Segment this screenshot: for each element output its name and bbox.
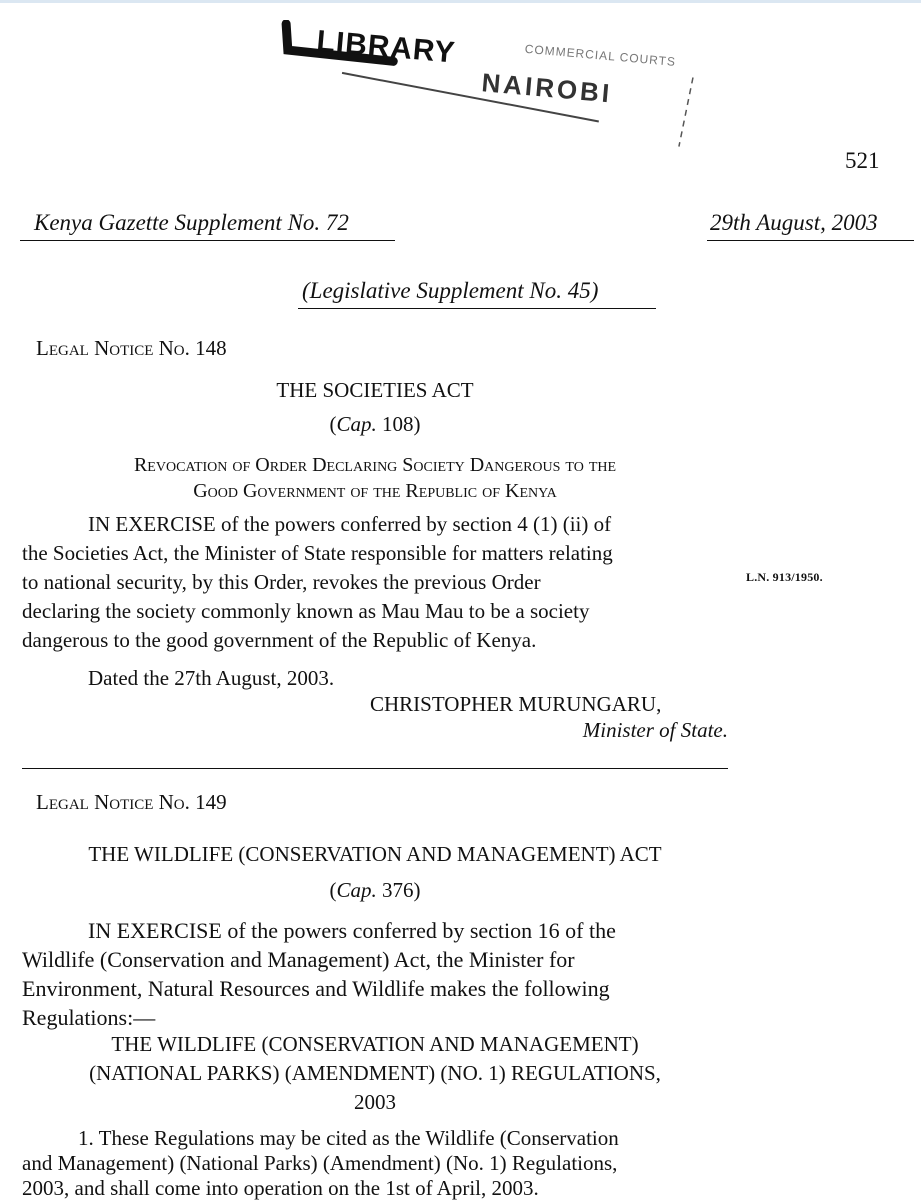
library-stamp [272,20,712,150]
notice-149-act: THE WILDLIFE (CONSERVATION AND MANAGEMENT) ACT [88,842,662,866]
gazette-date: 29th August, 2003 [707,210,914,241]
stamp-library-text: LIBRARY [315,24,457,70]
margin-note: L.N. 913/1950. [746,570,823,584]
regulations-title [22,1030,728,1117]
notice-148-body [22,510,728,655]
para-line: 1. These Regulations may be cited as the Wildlife (Conservation [78,1126,619,1150]
notice-149-cap: (Cap. 376) [329,878,421,902]
cap-number: 108 [382,412,414,436]
reg-title-line: (NATIONAL PARKS) (AMENDMENT) (NO. 1) REGULATIONS, [89,1061,661,1085]
notice-148-number: Legal Notice No. 148 [36,336,227,360]
body-line: the Societies Act, the Minister of State responsible for matters relating [22,541,613,565]
body-line: Environment, Natural Resources and Wildlife makes the following [22,976,610,1001]
notice-149-body [22,916,728,1032]
notice-148-title: Minister of State. [582,718,728,742]
cap-number: 376 [382,878,414,902]
body-line: declaring the society commonly known as Mau Mau to be a society [22,599,590,623]
regulation-1 [22,1126,728,1201]
cap-prefix: Cap. [336,412,377,436]
notice-148-act: THE SOCIETIES ACT [276,378,474,402]
stamp-arc-text: COMMERCIAL COURTS [524,41,677,69]
para-line: and Management) (National Parks) (Amendment) (No. 1) Regulations, [22,1151,618,1175]
body-line: dangerous to the good government of the Republic of Kenya. [22,628,537,652]
heading-line: Revocation of Order Declaring Society Dangerous to the [133,454,617,476]
reg-title-line: 2003 [354,1090,396,1114]
cap-prefix: Cap. [336,878,377,902]
notice-148-signatory: CHRISTOPHER MURUNGARU, [370,692,662,716]
legislative-supplement: (Legislative Supplement No. 45) [298,278,656,309]
notice-149-number: Legal Notice No. 149 [36,790,227,814]
heading-line: Good Government of the Republic of Kenya [193,480,557,502]
stamp-nairobi-text: NAIROBI [480,67,614,109]
page-number: 521 [845,148,880,173]
top-border [0,0,921,3]
notice-148-dated: Dated the 27th August, 2003. [88,666,335,690]
notice-148-cap: (Cap. 108) [329,412,421,436]
section-divider [22,768,728,769]
notice-148-heading [22,452,728,504]
body-line: Wildlife (Conservation and Management) Act, the Minister for [22,947,575,972]
body-line: IN EXERCISE of the powers conferred by section 4 (1) (ii) of [88,512,612,536]
para-line: 2003, and shall come into operation on the 1st of April, 2003. [22,1176,539,1200]
body-line: Regulations:— [22,1005,156,1030]
body-line: to national security, by this Order, revokes the previous Order [22,570,541,594]
reg-title-line: THE WILDLIFE (CONSERVATION AND MANAGEMENT) [111,1032,639,1056]
body-line: IN EXERCISE of the powers conferred by section 16 of the [88,918,616,943]
gazette-title: Kenya Gazette Supplement No. 72 [20,210,395,241]
